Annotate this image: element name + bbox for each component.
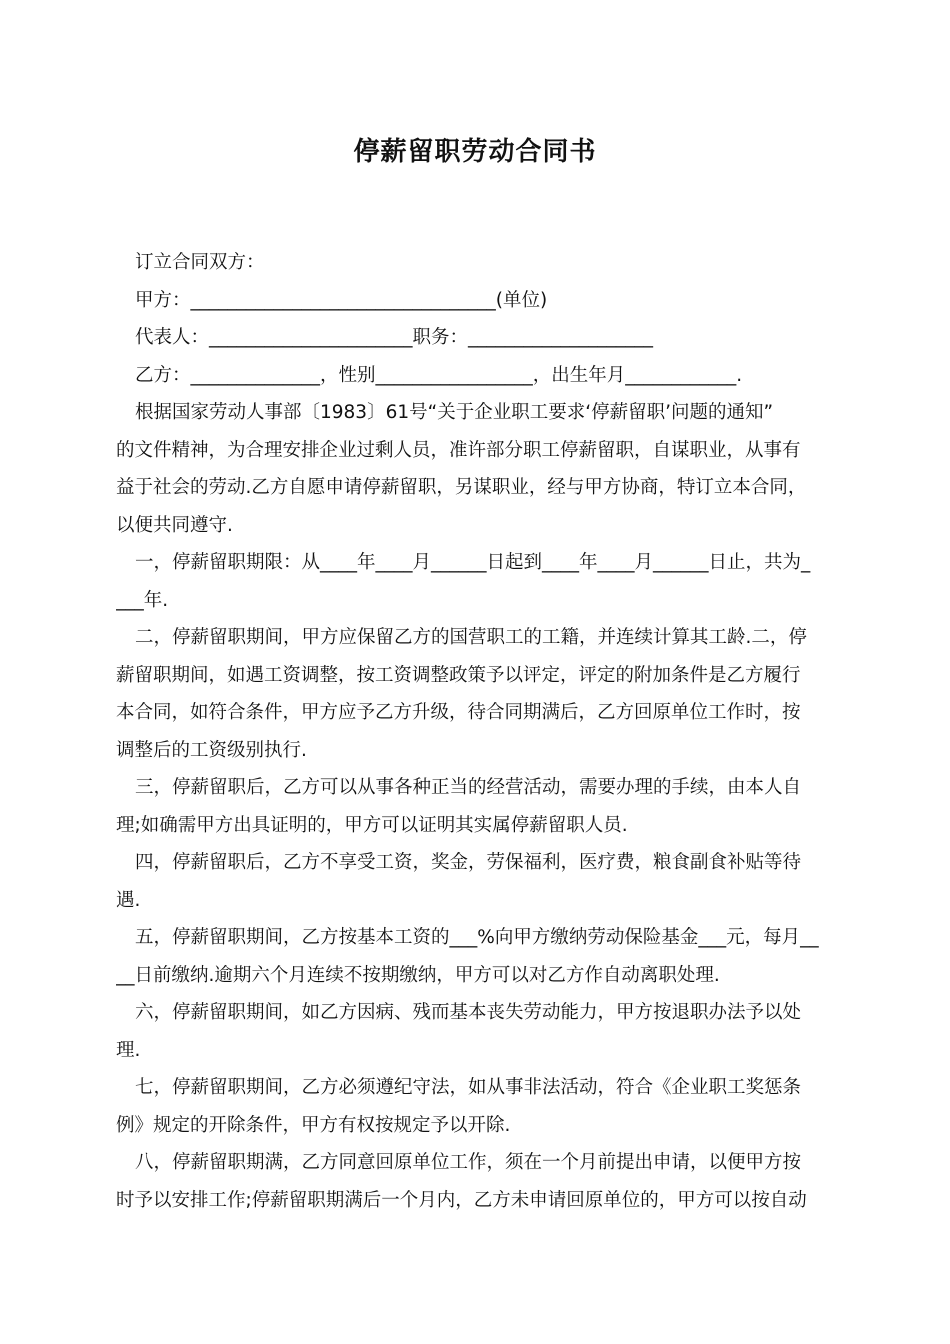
preamble-line-3: 益于社会的劳动.乙方自愿申请停薪留职，另谋职业，经与甲方协商，特订立本合同， — [116, 477, 807, 498]
document-title: 停薪留职劳动合同书 — [353, 137, 597, 167]
clause-2-line-4: 调整后的工资级别执行. — [116, 739, 307, 761]
document-body — [116, 244, 838, 1219]
contract-parties-heading: 订立合同双方： — [135, 252, 265, 273]
clause-7-line-2: 例》规定的开除条件，甲方有权按规定予以开除. — [116, 1114, 511, 1136]
clause-1-line-2: ___年. — [116, 589, 169, 611]
clause-2-line-3: 本合同，如符合条件，甲方应予乙方升级，待合同期满后，乙方回原单位工作时，按 — [116, 702, 801, 723]
preamble-line-1: 根据国家劳动人事部〔1983〕61号“关于企业职工要求‘停薪留职’问题的通知” — [135, 402, 774, 423]
clause-5-line-2: __日前缴纳.逾期六个月连续不按期缴纳，甲方可以对乙方作自动离职处理. — [116, 964, 720, 986]
clause-1-line-1: 一，停薪留职期限：从____年____月______日起到____年____月______日止，共为_ — [135, 552, 811, 573]
party-b-line: 乙方：______________，性别_________________，出生年月____________. — [135, 364, 743, 386]
clause-3-line-2: 理;如确需甲方出具证明的，甲方可以证明其实属停薪留职人员. — [116, 814, 628, 836]
clause-8-line-1: 八，停薪留职期满，乙方同意回原单位工作，须在一个月前提出申请，以便甲方按 — [135, 1152, 802, 1173]
clause-4-line-2: 遇. — [116, 889, 141, 911]
party-a-line: 甲方：_________________________________(单位) — [135, 289, 548, 311]
clause-2-line-1: 二，停薪留职期间，甲方应保留乙方的国营职工的工籍，并连续计算其工龄.二，停 — [135, 627, 807, 648]
clause-6-line-2: 理. — [116, 1039, 141, 1061]
clause-3-line-1: 三，停薪留职后，乙方可以从事各种正当的经营活动，需要办理的手续，由本人自 — [135, 777, 802, 798]
preamble-line-2: 的文件精神，为合理安排企业过剩人员，准许部分职工停薪留职，自谋职业，从事有 — [116, 439, 801, 461]
clause-7-line-1: 七，停薪留职期间，乙方必须遵纪守法，如从事非法活动，符合《企业职工奖惩条 — [135, 1077, 802, 1098]
clause-8-line-2: 时予以安排工作;停薪留职期满后一个月内，乙方未申请回原单位的，甲方可以按自动 — [116, 1189, 807, 1211]
representative-line: 代表人：______________________职务：____________________ — [135, 327, 654, 348]
preamble-line-4: 以便共同遵守. — [116, 514, 233, 536]
clause-2-line-2: 薪留职期间，如遇工资调整，按工资调整政策予以评定，评定的附加条件是乙方履行 — [116, 664, 801, 686]
clause-4-line-1: 四，停薪留职后，乙方不享受工资，奖金，劳保福利，医疗费，粮食副食补贴等待 — [135, 852, 802, 873]
clause-6-line-1: 六，停薪留职期间，如乙方因病、残而基本丧失劳动能力，甲方按退职办法予以处 — [135, 1002, 802, 1023]
clause-5-line-1: 五，停薪留职期间，乙方按基本工资的___%向甲方缴纳劳动保险基金___元，每月__ — [135, 927, 819, 948]
